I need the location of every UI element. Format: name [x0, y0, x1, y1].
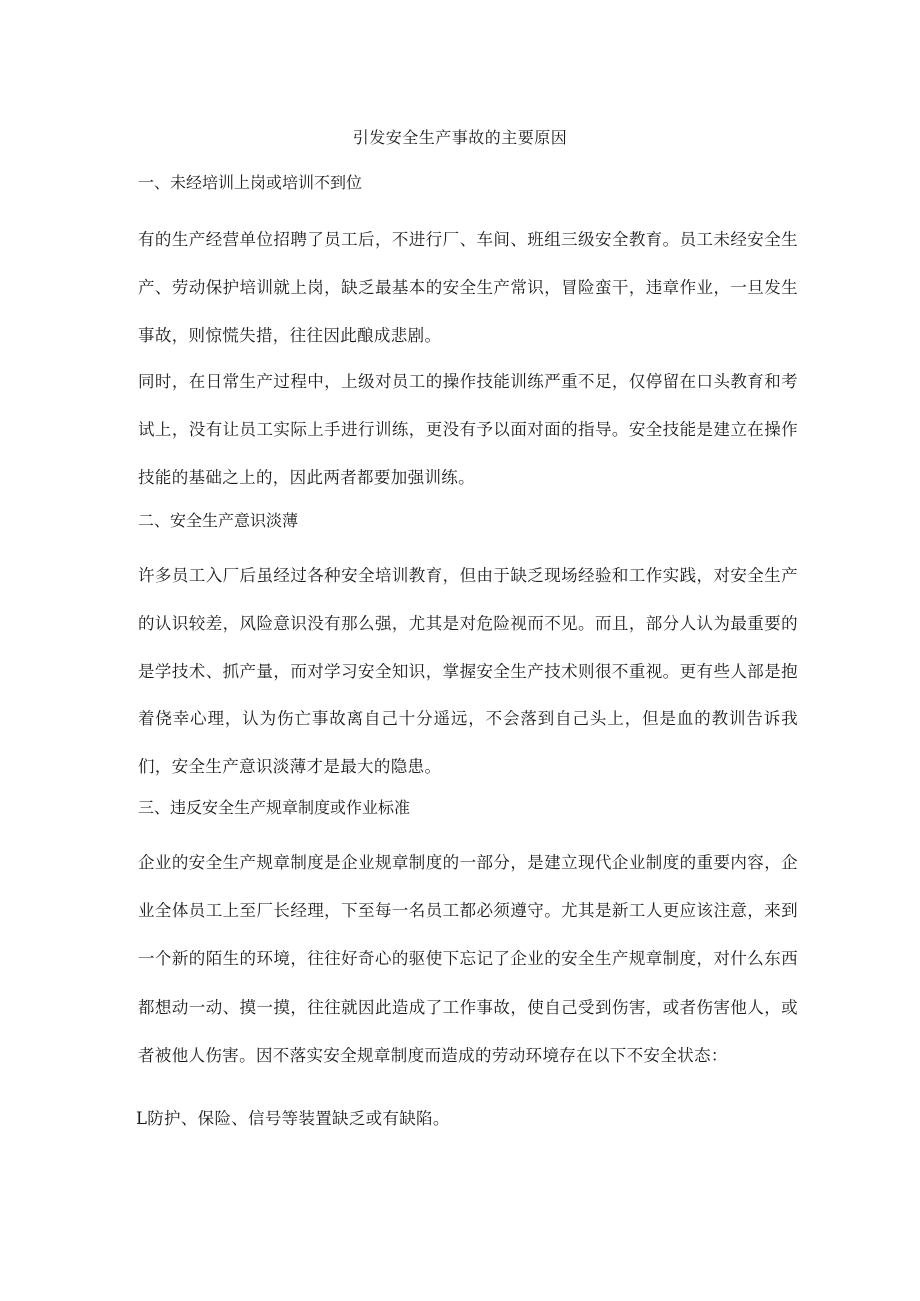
- section-2-paragraph-1: 许多员工入厂后虽经过各种安全培训教育，但由于缺乏现场经验和工作实践，对安全生产的认识较差，风险意识没有那么强，尤其是对危险视而不见。而且，部分人认为最重要的是学技术、抓产量，而对学习安全知识，掌握安全生产技术则很不重视。更有些人部是抱着侥幸心理，认为伤亡事故离自己十分遥远，不会落到自己头上，但是血的教训告诉我们，安全生产意识淡薄才是最大的隐患。: [138, 566, 798, 777]
- section-3-paragraph-1: 企业的安全生产规章制度是企业规章制度的一部分，是建立现代企业制度的重要内容，企业全体员工上至厂长经理，下至每一名员工都必须遵守。尤其是新工人更应该注意，来到一个新的陌生的环境，往往好奇心的驱使下忘记了企业的安全生产规章制度，对什么东西都想动一动、摸一摸，往往就因此造成了工作事故，使自己受到伤害，或者伤害他人，或者被他人伤害。因不落实安全规章制度而造成的劳动环境存在以下不安全状态：: [138, 853, 798, 1065]
- section-heading-2: 二、安全生产意识淡薄: [138, 511, 299, 530]
- section-heading-1: 一、未经培训上岗或培训不到位: [138, 173, 363, 192]
- list-item: L防护、保险、信号等装置缺乏或有缺陷。: [136, 1109, 450, 1128]
- document-title: 引发安全生产事故的主要原因: [352, 128, 568, 147]
- section-1-paragraph-2: 同时，在日常生产过程中，上级对员工的操作技能训练严重不足，仅停留在口头教育和考试上，没有让员工实际上手进行训练，更没有予以面对面的指导。安全技能是建立在操作技能的基础之上的，因此两者都要加强训练。: [138, 372, 798, 487]
- section-heading-3: 三、违反安全生产规章制度或作业标准: [138, 798, 411, 817]
- section-1-paragraph-1: 有的生产经营单位招聘了员工后，不进行厂、车间、班组三级安全教育。员工未经安全生产、劳动保护培训就上岗，缺乏最基本的安全生产常识，冒险蛮干，违章作业，一旦发生事故，则惊慌失措，往往因此酿成悲剧。: [138, 230, 798, 345]
